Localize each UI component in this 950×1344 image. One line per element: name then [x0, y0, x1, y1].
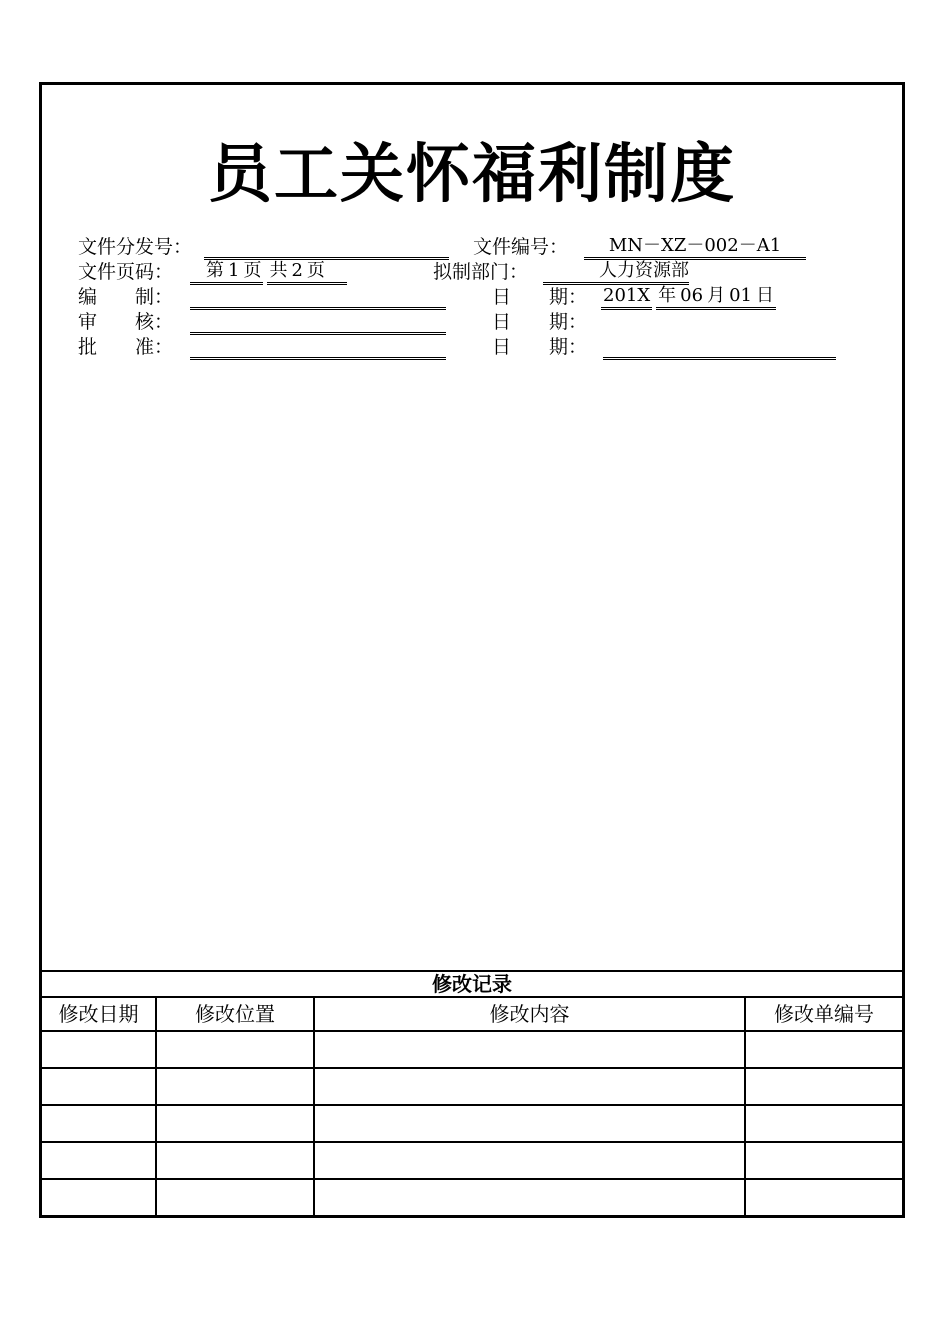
table-cell: [314, 1179, 745, 1215]
table-cell: [745, 1068, 902, 1105]
approved-date-value: [603, 335, 836, 360]
table-cell: [745, 1031, 902, 1068]
table-row: [42, 1179, 902, 1215]
table-cell: [156, 1031, 314, 1068]
department-label: 拟制部门：: [433, 261, 529, 283]
reviewed-date-label: 日 期：: [492, 311, 588, 333]
revision-record-header-row: [42, 997, 902, 1031]
document-title: 员工关怀福利制度: [208, 137, 736, 212]
approved-date-label: 日 期：: [492, 336, 588, 358]
column-header-content: 修改内容: [314, 997, 745, 1031]
page-part-total-prefix: 共: [267, 260, 289, 285]
page-part-prefix: 第: [190, 260, 226, 285]
department-value: 人力资源部: [543, 260, 689, 285]
document-number-label: 文件编号：: [473, 236, 569, 258]
document-frame: [39, 82, 905, 1218]
prepared-date-label: 日 期：: [492, 286, 588, 308]
distribution-number-label: 文件分发号：: [78, 236, 193, 258]
prepared-date-value: [601, 285, 831, 307]
revision-record-heading-row: [42, 971, 902, 997]
reviewed-by-value: [190, 310, 446, 335]
page-number-value: [190, 260, 404, 282]
date-year: 201X: [601, 285, 652, 310]
approved-by-label: 批 准：: [78, 336, 174, 358]
table-row: [42, 1031, 902, 1068]
date-year-unit: 年: [656, 285, 678, 310]
table-cell: [156, 1068, 314, 1105]
revision-record-table: [42, 970, 902, 1215]
date-month-unit: 月: [705, 285, 727, 310]
table-cell: [42, 1105, 156, 1142]
table-cell: [745, 1142, 902, 1179]
table-row: [42, 1068, 902, 1105]
table-cell: [42, 1179, 156, 1215]
page-part-total-unit: 页: [305, 260, 347, 285]
revision-record-heading: 修改记录: [42, 971, 902, 997]
page-part-current: 1: [226, 260, 241, 285]
page-part-total: 2: [289, 260, 304, 285]
page-part-unit: 页: [241, 260, 263, 285]
table-row: [42, 1105, 902, 1142]
table-row: [42, 1142, 902, 1179]
date-day-unit: 日: [754, 285, 776, 310]
revision-record: [42, 970, 902, 1215]
page-number-label: 文件页码：: [78, 261, 174, 283]
date-day: 01: [727, 285, 754, 310]
table-cell: [42, 1142, 156, 1179]
table-cell: [156, 1105, 314, 1142]
approved-by-value: [190, 335, 446, 360]
prepared-by-label: 编 制：: [78, 286, 174, 308]
date-month: 06: [678, 285, 705, 310]
table-cell: [314, 1142, 745, 1179]
document-number-value: MN－XZ－002－A1: [584, 235, 806, 260]
column-header-form-number: 修改单编号: [745, 997, 902, 1031]
table-cell: [745, 1105, 902, 1142]
column-header-date: 修改日期: [42, 997, 156, 1031]
table-cell: [156, 1179, 314, 1215]
prepared-by-value: [190, 285, 446, 310]
table-cell: [42, 1031, 156, 1068]
table-cell: [314, 1031, 745, 1068]
table-cell: [42, 1068, 156, 1105]
table-cell: [314, 1068, 745, 1105]
reviewed-by-label: 审 核：: [78, 311, 174, 333]
distribution-number-value: [204, 235, 449, 260]
table-cell: [745, 1179, 902, 1215]
column-header-location: 修改位置: [156, 997, 314, 1031]
table-cell: [314, 1105, 745, 1142]
table-cell: [156, 1142, 314, 1179]
